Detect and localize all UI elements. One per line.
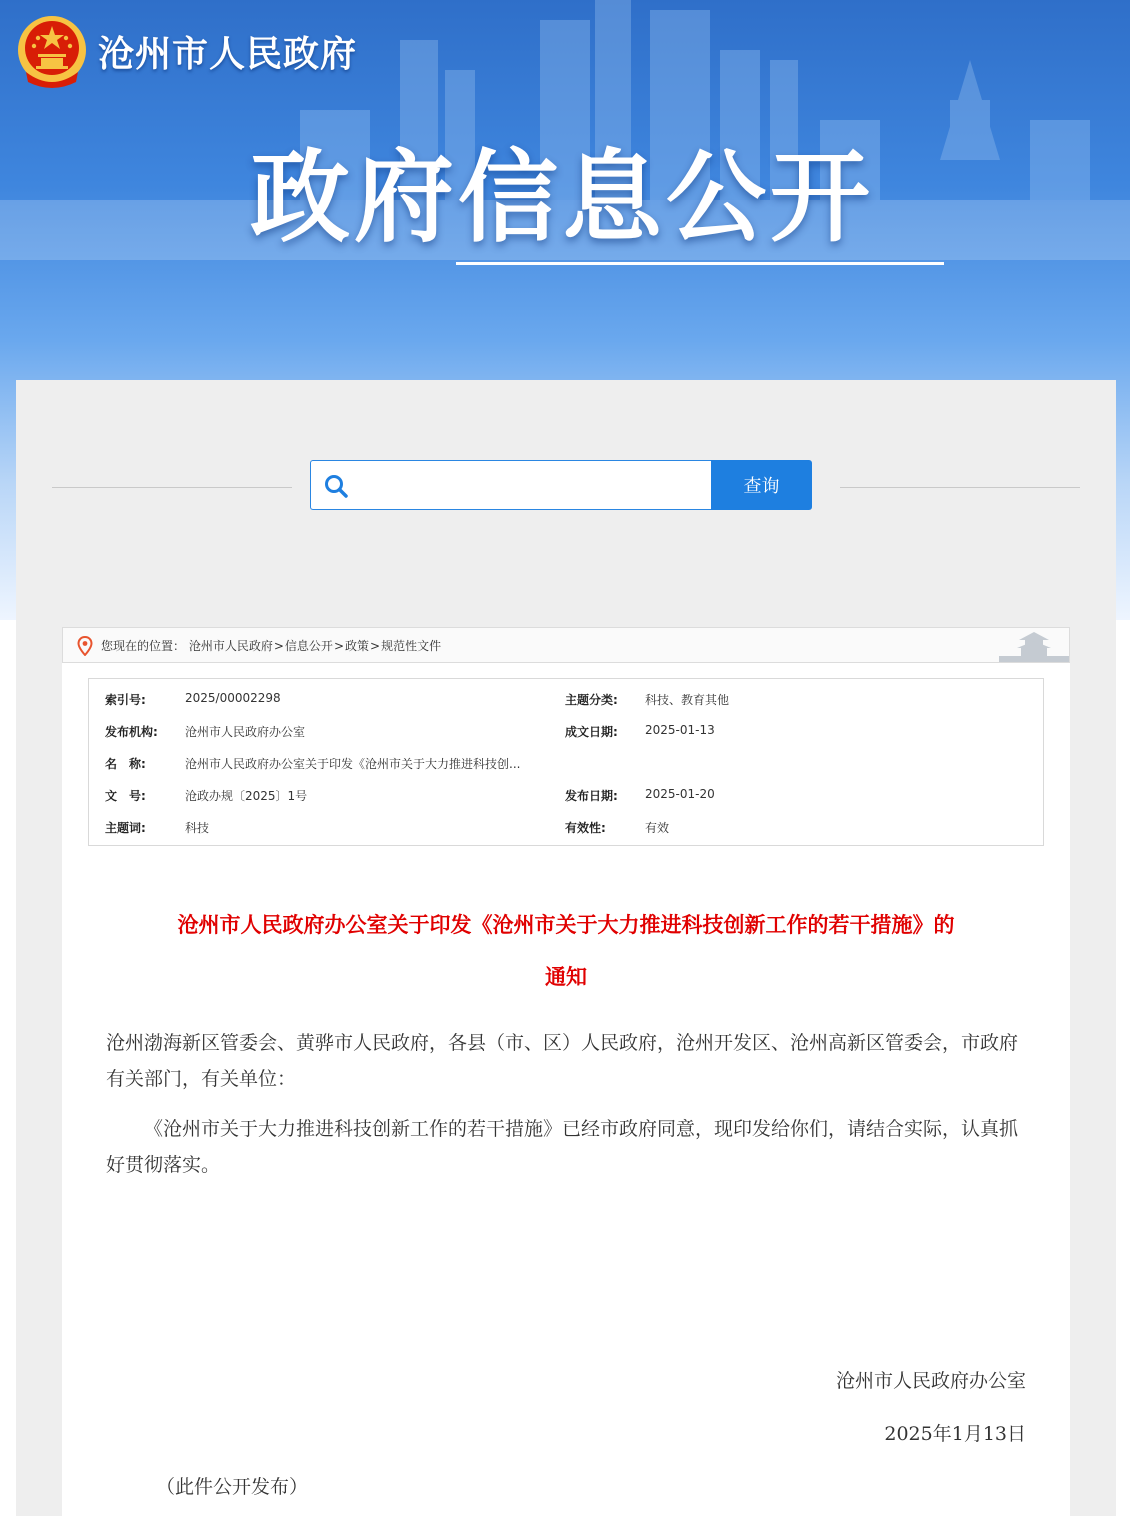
meta-value-doc-no: 沧政办规〔2025〕1号 [185,789,308,803]
meta-label-doc-no: 文 号: [105,789,146,803]
location-pin-icon [77,636,93,656]
meta-label-created-date: 成文日期: [565,725,618,739]
section-title: 政府信息公开 [250,139,874,256]
meta-value-publisher: 沧州市人民政府办公室 [185,725,306,739]
document-title [102,899,1030,1003]
national-emblem-icon [16,14,88,90]
meta-label-publisher: 发布机构: [105,725,158,739]
breadcrumb-item-home[interactable]: 沧州市人民政府 [188,639,273,653]
document-recipients: 沧州渤海新区管委会、黄骅市人民政府，各县（市、区）人民政府，沧州开发区、沧州高新区管委会，市政府有关部门，有关单位： [106,1032,1019,1090]
breadcrumb-bar [62,627,1070,663]
meta-value-publish-date: 2025-01-20 [645,787,715,801]
meta-label-validity: 有效性: [565,821,606,835]
title-underline [456,262,944,265]
meta-label-category: 主题分类: [565,693,618,707]
signature-organization: 沧州市人民政府办公室 [835,1370,1026,1392]
meta-label-keywords: 主题词: [105,821,146,835]
breadcrumb [101,637,441,654]
document-title-line-1: 沧州市人民政府办公室关于印发《沧州市关于大力推进科技创新工作的若干措施》的 [177,912,955,937]
search-button[interactable]: 查询 [711,460,812,510]
breadcrumb-separator: > [370,639,381,653]
meta-value-index-no: 2025/00002298 [185,691,281,705]
metadata-table [88,678,1044,846]
publication-note: （此件公开发布） [156,1476,309,1498]
breadcrumb-item-info-disclosure[interactable]: 信息公开 [284,639,333,653]
breadcrumb-prefix: 您现在的位置： [101,639,186,653]
search-box[interactable] [310,460,712,510]
search-divider-right [840,487,1080,488]
search-icon [323,473,349,499]
meta-value-created-date: 2025-01-13 [645,723,715,737]
site-name[interactable]: 沧州市人民政府 [98,34,358,75]
breadcrumb-item-normative-docs[interactable]: 规范性文件 [381,639,442,653]
meta-value-keywords: 科技 [185,821,210,835]
document-body-paragraph: 《沧州市关于大力推进科技创新工作的若干措施》已经市政府同意，现印发给你们，请结合实际，认真抓好贯彻落实。 [106,1118,1019,1176]
breadcrumb-separator: > [333,639,344,653]
breadcrumb-separator: > [273,639,284,653]
content-card [62,627,1070,1516]
document-title-line-2: 通知 [545,964,587,989]
pavilion-decoration-icon [999,628,1069,663]
meta-value-name: 沧州市人民政府办公室关于印发《沧州市关于大力推进科技创... [185,757,521,771]
breadcrumb-item-policy[interactable]: 政策 [345,639,370,653]
meta-value-validity: 有效 [645,821,670,835]
meta-value-category: 科技、教育其他 [645,693,730,707]
search-divider-left [52,487,292,488]
signature-date: 2025年1月13日 [884,1423,1026,1445]
meta-label-index-no: 索引号: [105,693,146,707]
meta-label-name: 名 称: [105,757,146,771]
search-input[interactable] [359,469,699,501]
meta-label-publish-date: 发布日期: [565,789,618,803]
